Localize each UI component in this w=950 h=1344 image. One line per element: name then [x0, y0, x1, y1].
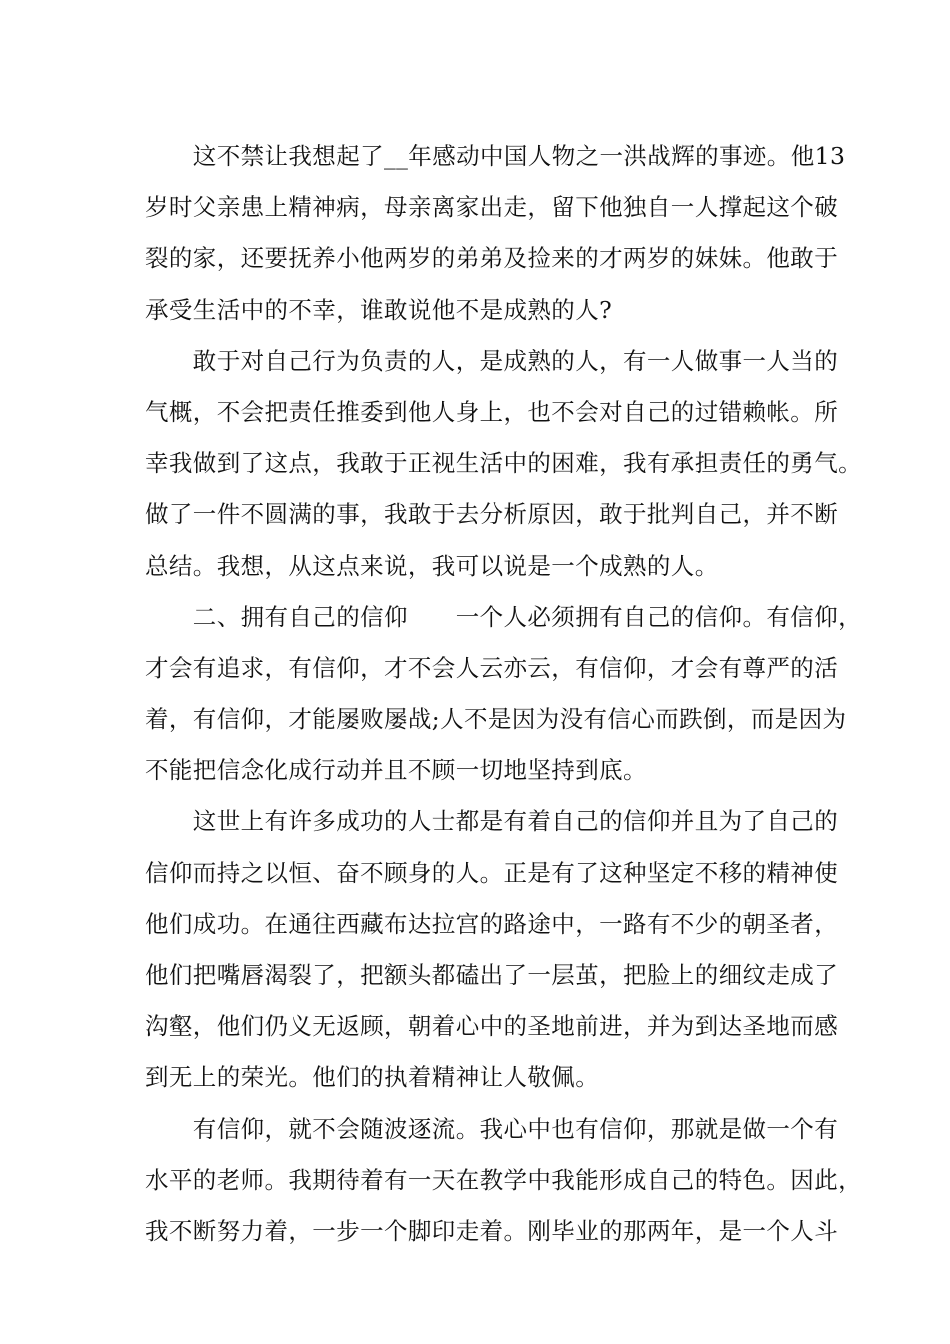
- text-line: 着，有信仰，才能屡败屡战;人不是因为没有信心而跌倒，而是因为: [145, 705, 847, 734]
- text-line: 承受生活中的不幸，谁敢说他不是成熟的人?: [145, 295, 613, 324]
- text-line: 信仰而持之以恒、奋不顾身的人。正是有了这种坚定不移的精神使: [145, 858, 839, 887]
- text-line: 岁时父亲患上精神病，母亲离家出走，留下他独自一人撑起这个破: [145, 193, 839, 222]
- text-line: 他们把嘴唇渴裂了，把额头都磕出了一层茧，把脸上的细纹走成了: [145, 961, 839, 989]
- text-line: 不能把信念化成行动并且不顾一切地坚持到底。: [145, 756, 647, 785]
- body-text: [145, 131, 862, 1257]
- text-line: 敢于对自己行为负责的人，是成熟的人，有一人做事一人当的: [145, 346, 839, 375]
- text-line: 这不禁让我想起了__年感动中国人物之一洪战辉的事迹。他13: [145, 142, 846, 170]
- text-line: 到无上的荣光。他们的执着精神让人敬佩。: [145, 1063, 600, 1092]
- text-line: 这世上有许多成功的人士都是有着自己的信仰并且为了自己的: [145, 807, 839, 836]
- text-line: 总结。我想，从这点来说，我可以说是一个成熟的人。: [145, 551, 719, 580]
- text-line: 我不断努力着，一步一个脚印走着。刚毕业的那两年，是一个人斗: [145, 1216, 839, 1245]
- text-line: 有信仰，就不会随波逐流。我心中也有信仰，那就是做一个有: [145, 1114, 839, 1143]
- text-line: 才会有追求，有信仰，才不会人云亦云，有信仰，才会有尊严的活: [145, 653, 839, 682]
- text-line: 沟壑，他们仍义无返顾，朝着心中的圣地前进，并为到达圣地而感: [145, 1012, 839, 1041]
- text-line: 幸我做到了这点，我敢于正视生活中的困难，我有承担责任的勇气。: [145, 449, 862, 478]
- text-line: 裂的家，还要抚养小他两岁的弟弟及捡来的才两岁的妹妹。他敢于: [145, 244, 839, 273]
- text-line: 他们成功。在通往西藏布达拉宫的路途中，一路有不少的朝圣者，: [145, 909, 839, 938]
- text-line: 二、拥有自己的信仰 一个人必须拥有自己的信仰。有信仰，: [145, 602, 862, 631]
- text-line: 做了一件不圆满的事，我敢于去分析原因，敢于批判自己，并不断: [145, 500, 839, 529]
- text-line: 气概，不会把责任推委到他人身上，也不会对自己的过错赖帐。所: [145, 397, 839, 426]
- text-line: 水平的老师。我期待着有一天在教学中我能形成自己的特色。因此，: [145, 1165, 862, 1194]
